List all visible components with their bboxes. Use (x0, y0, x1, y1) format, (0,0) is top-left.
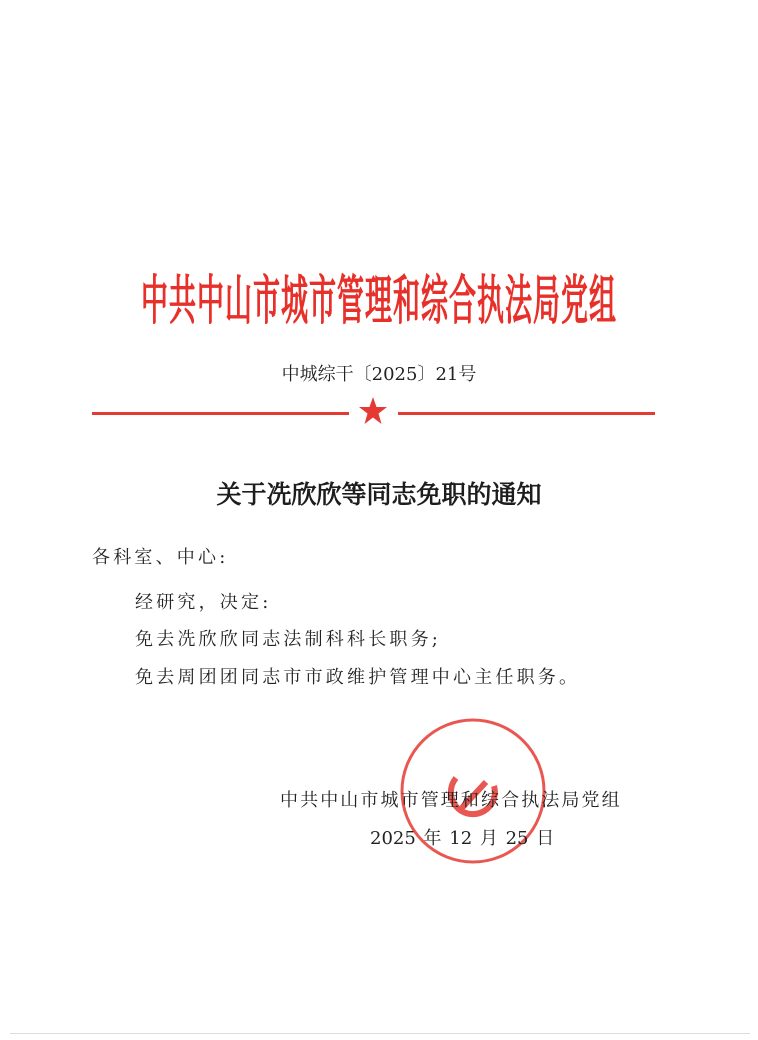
signature-date: 2025 年 12 月 25 日 (370, 828, 555, 849)
red-divider-right (398, 412, 655, 415)
decision-item: 免去周团团同志市市政维护管理中心主任职务。 (135, 667, 581, 688)
red-divider-left (92, 412, 349, 415)
page-edge-line (10, 1033, 750, 1034)
document-number: 中城综干〔2025〕21号 (281, 364, 477, 385)
salutation: 各科室、中心: (92, 547, 229, 568)
star-icon (358, 396, 388, 426)
signature-organization: 中共中山市城市管理和综合执法局党组 (280, 790, 622, 811)
issuing-authority-header: 中共中山市城市管理和综合执法局党组 (141, 271, 617, 333)
decision-item: 免去冼欣欣同志法制科科长职务; (135, 629, 442, 650)
document-title: 关于冼欣欣等同志免职的通知 (216, 480, 542, 509)
intro-line: 经研究，决定: (135, 592, 272, 613)
